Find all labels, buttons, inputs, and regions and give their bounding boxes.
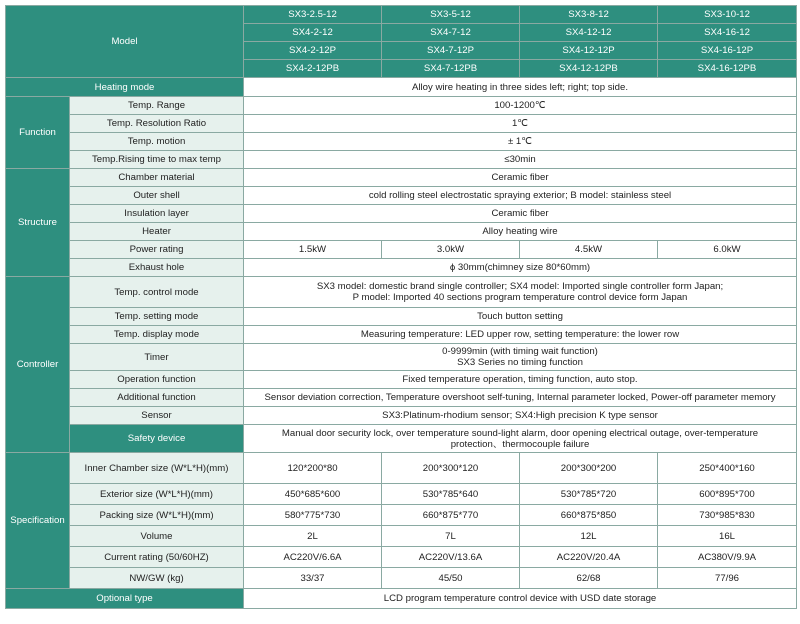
heating-mode-value: Alloy wire heating in three sides left; right; top side. [244,78,797,97]
model-cell: SX3-2.5-12 [244,6,382,24]
power-value: 1.5kW [244,241,382,259]
row-label: Packing size (W*L*H)(mm) [70,505,244,526]
heating-mode-header: Heating mode [6,78,244,97]
controller-group: Controller [6,277,70,453]
row-value: ϕ 30mm(chimney size 80*60mm) [244,259,797,277]
control-mode-line: SX3 model: domestic brand single controller; SX4 model: Imported single controller form Japan; [316,281,724,292]
row-label: Inner Chamber size (W*L*H)(mm) [70,453,244,484]
safety-line: Manual door security lock, over temperature sound-light alarm, door opening electrical outage, over-temperature [281,427,759,439]
row-value: Alloy heating wire [244,223,797,241]
timer-value [244,344,797,371]
spec-value: 200*300*120 [382,453,520,484]
row-label: Temp. Resolution Ratio [70,115,244,133]
model-cell: SX4-16-12PB [658,60,797,78]
power-value: 6.0kW [658,241,797,259]
model-cell: SX3-10-12 [658,6,797,24]
model-cell: SX4-12-12 [520,24,658,42]
row-value: Fixed temperature operation, timing function, auto stop. [244,371,797,389]
row-label: Timer [70,344,244,371]
row-label: Temp. control mode [70,277,244,308]
row-label: Temp. setting mode [70,308,244,326]
optional-value: LCD program temperature control device with USD date storage [244,589,797,609]
spec-value: AC220V/20.4A [520,547,658,568]
spec-value: 7L [382,526,520,547]
row-label: Insulation layer [70,205,244,223]
spec-value: 45/50 [382,568,520,589]
row-label: Operation function [70,371,244,389]
spec-table [5,5,797,609]
model-cell: SX4-2-12 [244,24,382,42]
row-value: Ceramic fiber [244,169,797,187]
model-cell: SX4-12-12P [520,42,658,60]
spec-value: AC220V/13.6A [382,547,520,568]
function-group: Function [6,97,70,169]
model-cell: SX4-7-12PB [382,60,520,78]
row-label: Temp. Range [70,97,244,115]
row-label: Sensor [70,407,244,425]
row-label: Chamber material [70,169,244,187]
row-value: SX3:Platinum-rhodium sensor; SX4:High precision K type sensor [244,407,797,425]
spec-value: 580*775*730 [244,505,382,526]
row-label: Heater [70,223,244,241]
row-label: Temp.Rising time to max temp [70,151,244,169]
row-label: Current rating (50/60HZ) [70,547,244,568]
row-label: Temp. motion [70,133,244,151]
spec-value: 600*895*700 [658,484,797,505]
specification-group: Specification [6,453,70,589]
row-label: Exterior size (W*L*H)(mm) [70,484,244,505]
row-value: cold rolling steel electrostatic spraying exterior; B model: stainless steel [244,187,797,205]
row-value: Sensor deviation correction, Temperature overshoot self-tuning, Internal parameter locked, Power-off parameter memory [244,389,797,407]
row-label: NW/GW (kg) [70,568,244,589]
model-header: Model [6,6,244,78]
spec-value: 530*785*640 [382,484,520,505]
timer-line: SX3 Series no timing function [457,357,583,368]
spec-value: 250*400*160 [658,453,797,484]
model-cell: SX4-16-12 [658,24,797,42]
model-cell: SX4-12-12PB [520,60,658,78]
spec-value: 62/68 [520,568,658,589]
row-label: Exhaust hole [70,259,244,277]
structure-group: Structure [6,169,70,277]
spec-value: 450*685*600 [244,484,382,505]
spec-value: 660*875*850 [520,505,658,526]
spec-value: 2L [244,526,382,547]
power-value: 3.0kW [382,241,520,259]
spec-value: 77/96 [658,568,797,589]
model-cell: SX4-16-12P [658,42,797,60]
row-value: 100-1200℃ [244,97,797,115]
model-cell: SX4-2-12P [244,42,382,60]
row-label: Power rating [70,241,244,259]
spec-value: 730*985*830 [658,505,797,526]
row-label: Volume [70,526,244,547]
row-label: Temp. display mode [70,326,244,344]
safety-header: Safety device [70,425,244,453]
spec-value: AC380V/9.9A [658,547,797,568]
spec-value: AC220V/6.6A [244,547,382,568]
row-value: ≤30min [244,151,797,169]
spec-value: 12L [520,526,658,547]
row-value: Touch button setting [244,308,797,326]
model-cell: SX4-7-12P [382,42,520,60]
row-value: Measuring temperature: LED upper row, setting temperature: the lower row [244,326,797,344]
row-value: 1℃ [244,115,797,133]
power-value: 4.5kW [520,241,658,259]
spec-value: 200*300*200 [520,453,658,484]
model-cell: SX3-5-12 [382,6,520,24]
safety-value [244,425,797,453]
control-mode-line: P model: Imported 40 sections program temperature control device form Japan [352,292,688,303]
row-label: Additional function [70,389,244,407]
model-cell: SX4-7-12 [382,24,520,42]
row-label: Outer shell [70,187,244,205]
model-cell: SX4-2-12PB [244,60,382,78]
spec-value: 16L [658,526,797,547]
control-mode-value [244,277,797,308]
optional-header: Optional type [6,589,244,609]
row-value: ± 1℃ [244,133,797,151]
model-cell: SX3-8-12 [520,6,658,24]
spec-value: 660*875*770 [382,505,520,526]
timer-line: 0-9999min (with timing wait function) [442,346,598,357]
spec-value: 33/37 [244,568,382,589]
safety-line: protection、thermocouple failure [450,438,590,450]
row-value: Ceramic fiber [244,205,797,223]
spec-value: 530*785*720 [520,484,658,505]
spec-value: 120*200*80 [244,453,382,484]
